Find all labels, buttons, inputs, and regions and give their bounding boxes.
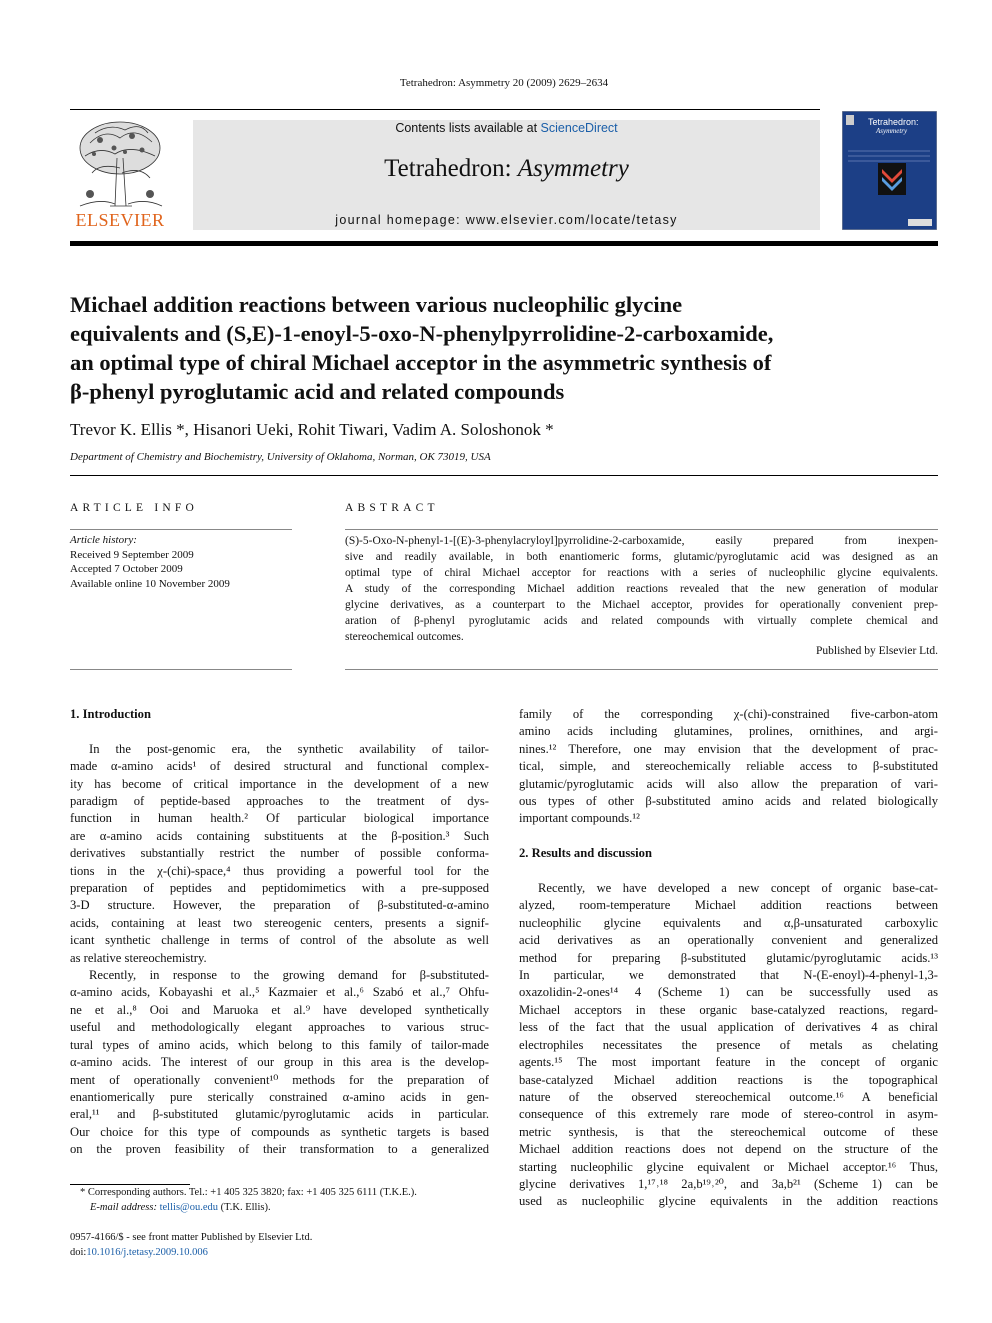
body-line: as relative stereochemistry. bbox=[70, 950, 207, 965]
journal-homepage[interactable]: journal homepage: www.elsevier.com/locate/tetasy bbox=[335, 213, 678, 227]
body-line: Our choice for this type of compounds as synthetic targets is based bbox=[70, 1124, 489, 1139]
body-line: less of the fact that the usual application of derivatives 4 as chiral bbox=[519, 1020, 938, 1035]
abstract-rule bbox=[345, 529, 938, 530]
paragraph-gap bbox=[70, 723, 489, 740]
section-divider bbox=[70, 475, 938, 476]
body-line: nucleophilic glycine equivalents and α,β-unsaturated carboxylic bbox=[519, 915, 938, 930]
abstract-line: sive and readily available, in both enantiomeric forms, glutamic/pyroglutamic acid was designed as an bbox=[345, 551, 938, 563]
body-line: on the proven feasibility of their transformation to a generalized bbox=[70, 1142, 489, 1157]
body-line: icant synthetic challenge in terms of control of the absolute as well bbox=[70, 933, 489, 948]
body-line: consequence of this extremely rare mode of stereo-control in asym- bbox=[519, 1107, 938, 1122]
abstract-line: (S)-5-Oxo-N-phenyl-1-[(E)-3-phenylacryloyl]pyrrolidine-2-carboxamide, easily prepared from inexpen- bbox=[345, 535, 938, 547]
header-thick-rule bbox=[70, 241, 938, 246]
cover-subtitle: Asymmetry bbox=[876, 127, 908, 135]
body-line: nature of the observed stereochemical outcome.¹⁶ A beneficial bbox=[519, 1089, 938, 1104]
accepted-date: Accepted 7 October 2009 bbox=[70, 563, 183, 575]
history-label: Article history: bbox=[70, 534, 137, 546]
body-line: acids, containing at least two stereogenic centers, presents a signif- bbox=[70, 915, 489, 930]
title-line: an optimal type of chiral Michael acceptor in the asymmetric synthesis of bbox=[70, 350, 772, 375]
body-line: function in human health.² Of particular biological importance bbox=[70, 811, 489, 826]
body-line: ous types of other β-substituted amino acids and related biologically bbox=[519, 794, 938, 809]
body-line: glutamic/pyroglutamic acids will also allow the preparation of vari- bbox=[519, 776, 938, 791]
journal-name-italic: Asymmetry bbox=[517, 155, 629, 182]
body-line: made α-amino acids¹ of desired structural and functional complex- bbox=[70, 759, 489, 774]
abstract-line: aration of β-phenyl pyroglutamic acids and related compounds with virtually complete chemical and bbox=[345, 615, 938, 627]
title-line: Michael addition reactions between various nucleophilic glycine bbox=[70, 292, 683, 317]
body-line: method for preparing β-substituted glutamic/pyroglutamic acids.¹³ bbox=[519, 950, 938, 965]
journal-cover bbox=[842, 111, 937, 230]
article-title bbox=[70, 290, 950, 406]
email-label: E-mail address: bbox=[90, 1201, 160, 1213]
journal-name-prefix: Tetrahedron: bbox=[384, 155, 518, 182]
body-line: glycine derivatives 1,¹⁷˒¹⁸ 2a,b¹⁹˒²⁰, and 3a,b²¹ (Scheme 1) can be bbox=[519, 1176, 938, 1191]
body-line: tural types of amino acids, which belong to this family of tailor-made bbox=[70, 1037, 489, 1052]
abstract-line: optimal type of chiral Michael acceptor for reactions with a series of nucleophilic glycine equivalents. bbox=[345, 567, 938, 579]
body-line: paradigm of peptide-based approaches to the treatment of dys- bbox=[70, 794, 489, 809]
footnote-rule bbox=[70, 1184, 190, 1185]
section-heading: 1. Introduction bbox=[70, 707, 151, 721]
abstract-rule bbox=[345, 669, 938, 670]
footnote-email-line bbox=[70, 1201, 417, 1216]
doi-link[interactable]: 10.1016/j.tetasy.2009.10.006 bbox=[86, 1246, 208, 1258]
body-line: eral,¹¹ and β-substituted glutamic/pyroglutamic acids in particular. bbox=[70, 1107, 489, 1122]
body-line: electrophiles necessitates the presence of metals as chelating bbox=[519, 1037, 938, 1052]
body-line: α-amino acids, Kobayashi et al.,⁵ Kazmaier et al.,⁶ Szabó et al.,⁷ Ohfu- bbox=[70, 985, 489, 1000]
body-line: 3-D structure. However, the preparation of β-substituted-α-amino bbox=[70, 898, 489, 913]
body-line: ity has become of critical importance in the development of a new bbox=[70, 776, 489, 791]
body-line: alyzed, room-temperature Michael addition reactions between bbox=[519, 898, 938, 913]
issn-line: 0957-4166/$ - see front matter Published by Elsevier Ltd. bbox=[70, 1232, 313, 1243]
cover-title: Tetrahedron: bbox=[868, 117, 919, 127]
title-line: equivalents and (S,E)-1-enoyl-5-oxo-N-phenylpyrrolidine-2-carboxamide, bbox=[70, 321, 774, 346]
abstract-line: glycine derivatives, as a counterpart to the Michael acceptor, provides for operationally convenient prep- bbox=[345, 599, 938, 611]
body-column-right bbox=[519, 706, 938, 1211]
abstract-body bbox=[345, 533, 938, 645]
body-line: In the post-genomic era, the synthetic availability of tailor- bbox=[89, 741, 489, 756]
contents-prefix: Contents lists available at bbox=[395, 121, 541, 135]
online-date: Available online 10 November 2009 bbox=[70, 577, 230, 590]
body-line: amino acids including glutamines, prolines, ornithines, and argi- bbox=[519, 724, 938, 739]
body-line: In particular, we demonstrated that N-(E-enoyl)-4-phenyl-1,3- bbox=[519, 968, 938, 983]
body-line: acid derivatives as an operationally convenient and generalized bbox=[519, 933, 938, 948]
body-line: metric synthesis, is that the stereochemical outcome of these bbox=[519, 1124, 938, 1139]
abstract-heading: ABSTRACT bbox=[345, 502, 439, 514]
body-line: are α-amino acids containing substituents at the β-position.³ Such bbox=[70, 828, 489, 843]
article-info-rule bbox=[70, 669, 292, 670]
body-line: Recently, in response to the growing demand for β-substituted- bbox=[89, 968, 489, 983]
body-line: nines.¹² Therefore, one may envision that the development of prac- bbox=[519, 741, 938, 756]
authors: Trevor K. Ellis *, Hisanori Ueki, Rohit Tiwari, Vadim A. Soloshonok * bbox=[70, 420, 554, 439]
body-line: Michael addition reactions does not depend on the structure of the bbox=[519, 1142, 938, 1157]
article-info-rule bbox=[70, 529, 292, 530]
body-line: enantiomerically pure sterically constrained α-amino acids in gen- bbox=[70, 1089, 489, 1104]
sciencedirect-link[interactable]: ScienceDirect bbox=[540, 121, 618, 135]
body-line: α-amino acids. The interest of our group in this area is the develop- bbox=[70, 1055, 489, 1070]
body-line: tical, simple, and stereochemically reliable access to β-substituted bbox=[519, 759, 938, 774]
abstract-line: stereochemical outcomes. bbox=[345, 631, 464, 643]
body-line: tions in the χ-(chi)-space,⁴ thus providing a powerful tool for the bbox=[70, 863, 489, 878]
article-history bbox=[70, 533, 230, 591]
paragraph-gap bbox=[519, 828, 938, 845]
published-by: Published by Elsevier Ltd. bbox=[815, 645, 938, 657]
journal-name bbox=[193, 155, 820, 183]
section-heading: 2. Results and discussion bbox=[519, 846, 652, 861]
header-rule bbox=[70, 109, 820, 110]
contents-line bbox=[193, 121, 820, 135]
body-line: starting nucleophilic glycine equivalent or Michael acceptor.¹⁶ Thus, bbox=[519, 1159, 938, 1174]
body-line: ne et al.,⁸ Ooi and Maruoka et al.⁹ have developed synthetically bbox=[70, 1002, 489, 1017]
body-line: oxazolidin-2-ones¹⁴ 4 (Scheme 1) can be successfully used as bbox=[519, 985, 938, 1000]
received-date: Received 9 September 2009 bbox=[70, 548, 194, 561]
body-line: Recently, we have developed a new concept of organic base-cat- bbox=[538, 881, 938, 896]
body-line: ment of operationally convenient¹⁰ methods for the preparation of bbox=[70, 1072, 489, 1087]
body-column-left bbox=[70, 706, 489, 1159]
title-line: β-phenyl pyroglutamic acid and related compounds bbox=[70, 379, 565, 404]
affiliation: Department of Chemistry and Biochemistry, University of Oklahoma, Norman, OK 73019, USA bbox=[70, 451, 491, 463]
article-info-heading: ARTICLE INFO bbox=[70, 502, 198, 514]
body-line: base-catalyzed Michael addition reactions is the topographical bbox=[519, 1072, 938, 1087]
body-line: important compounds.¹² bbox=[519, 811, 640, 826]
bottom-info bbox=[70, 1231, 312, 1260]
email-link[interactable]: tellis@ou.edu bbox=[159, 1201, 218, 1213]
paragraph-gap bbox=[519, 863, 938, 880]
email-suffix: (T.K. Ellis). bbox=[217, 1201, 271, 1213]
body-line: used as nucleophilic glycine equivalents in the addition reactions bbox=[519, 1194, 938, 1209]
journal-citation: Tetrahedron: Asymmetry 20 (2009) 2629–2634 bbox=[399, 77, 609, 89]
elsevier-logo bbox=[70, 118, 170, 230]
doi-line bbox=[70, 1246, 312, 1261]
body-line: agents.¹⁵ The most important feature in the concept of organic bbox=[519, 1055, 938, 1070]
footnote bbox=[70, 1186, 417, 1215]
abstract-line: A study of the corresponding Michael addition reactions revealed that the new generation of modular bbox=[345, 583, 938, 595]
body-line: Michael acceptors in these organic base-catalyzed reactions, regard- bbox=[519, 1002, 938, 1017]
elsevier-wordmark: ELSEVIER bbox=[75, 210, 165, 230]
body-line: derivatives substantially restrict the number of possible conforma- bbox=[70, 846, 489, 861]
footnote-contact: * Corresponding authors. Tel.: +1 405 325 3820; fax: +1 405 325 6111 (T.K.E.). bbox=[80, 1187, 417, 1198]
doi-label: doi: bbox=[70, 1246, 87, 1258]
body-line: preparation of peptides and peptidomimetics with a pre-supposed bbox=[70, 881, 489, 896]
body-line: family of the corresponding χ-(chi)-constrained five-carbon-atom bbox=[519, 707, 938, 721]
body-line: useful and methodologically elegant approaches to various struc- bbox=[70, 1020, 489, 1035]
